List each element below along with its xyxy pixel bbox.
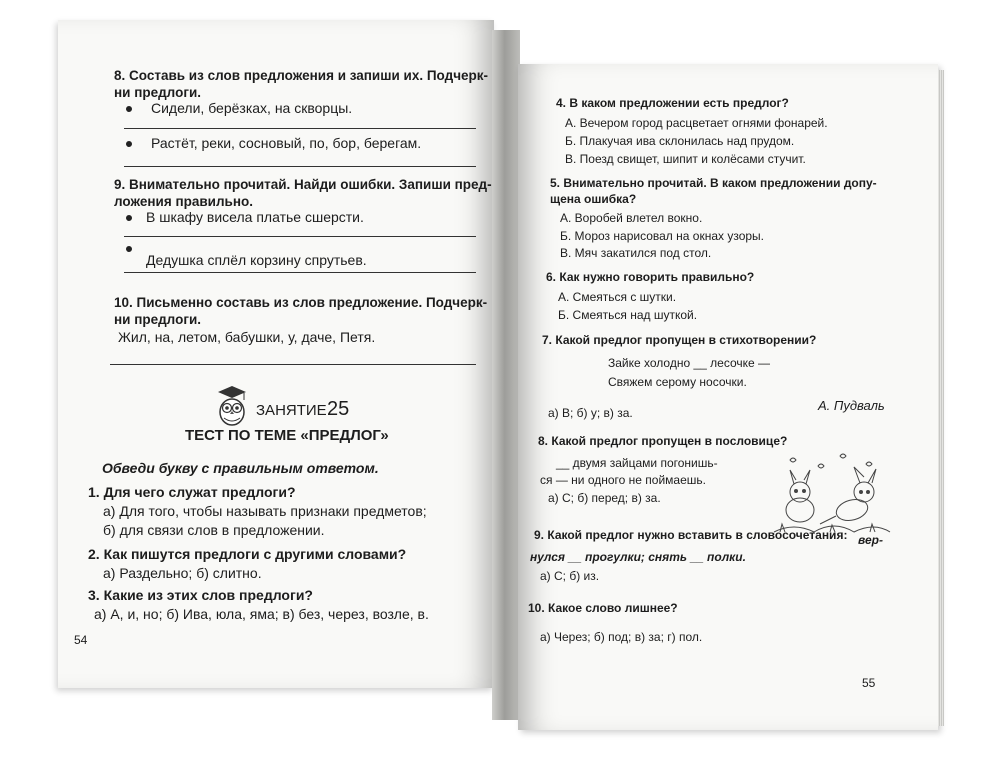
task-10-words: Жил, на, летом, бабушки, у, даче, Петя. — [118, 329, 376, 345]
page-number-right: 55 — [862, 676, 876, 690]
test-q8: 8. Какой предлог пропущен в пословице? — [538, 434, 788, 448]
task-9-item-1: В шкафу висела платье сшерсти. — [146, 209, 364, 225]
bullet — [126, 141, 132, 147]
task-8-title-cont: ни предлоги. — [114, 85, 201, 100]
test-q1: 1. Для чего служат предлоги? — [88, 484, 296, 500]
test-q3: 3. Какие из этих слов предлоги? — [88, 587, 313, 603]
test-q6-option-b: Б. Смеяться над шуткой. — [558, 308, 698, 322]
test-q1-option-b: б) для связи слов в предложении. — [103, 522, 325, 538]
poem-line-2: Свяжем серому носочки. — [608, 375, 747, 389]
test-q4-option-a: А. Вечером город расцветает огнями фонарей. — [565, 116, 828, 130]
test-q10: 10. Какое слово лишнее? — [528, 601, 678, 615]
test-q9-tail: вер- — [858, 533, 883, 547]
task-9-title-cont: ложения правильно. — [114, 194, 253, 209]
bullet — [126, 106, 132, 112]
test-q5: 5. Внимательно прочитай. В каком предложении допу- — [550, 176, 877, 190]
poem-author: А. Пудваль — [818, 398, 885, 413]
test-q5-option-c: В. Мяч закатился под стол. — [560, 246, 712, 260]
task-8-title: 8. Составь из слов предложения и запиши их. Подчерк- — [114, 68, 489, 83]
test-q7: 7. Какой предлог пропущен в стихотворении? — [542, 333, 817, 347]
test-q3-options: а) А, и, но; б) Ива, юла, яма; в) без, через, возле, в. — [94, 606, 429, 622]
test-q4-option-b: Б. Плакучая ива склонилась над прудом. — [565, 134, 795, 148]
test-instruction: Обведи букву с правильным ответом. — [102, 460, 379, 476]
task-10-title-cont: ни предлоги. — [114, 312, 201, 327]
book-spine — [492, 30, 520, 720]
test-title: ТЕСТ ПО ТЕМЕ «ПРЕДЛОГ» — [185, 427, 389, 444]
test-q9-phrases: нулся __ прогулки; снять __ полки. — [530, 550, 746, 564]
answer-line — [124, 272, 476, 273]
test-q7-options: а) В; б) у; в) за. — [548, 406, 633, 420]
lesson-label: ЗАНЯТИЕ — [256, 402, 327, 419]
answer-line — [124, 166, 476, 167]
test-q4-option-c: В. Поезд свищет, шипит и колёсами стучит. — [565, 152, 806, 166]
answer-line — [124, 236, 476, 237]
test-q4: 4. В каком предложении есть предлог? — [556, 96, 789, 110]
page-edges — [938, 70, 944, 726]
bullet — [126, 215, 132, 221]
test-q9-options: а) С; б) из. — [540, 569, 600, 583]
test-q10-options: а) Через; б) под; в) за; г) пол. — [540, 630, 703, 644]
proverb-line-2: ся — ни одного не поймаешь. — [540, 473, 706, 487]
test-q5-cont: щена ошибка? — [550, 192, 637, 206]
proverb-line-1: __ двумя зайцами погонишь- — [556, 456, 718, 470]
test-q6: 6. Как нужно говорить правильно? — [546, 270, 755, 284]
test-q5-option-b: Б. Мороз нарисовал на окнах узоры. — [560, 229, 764, 243]
task-8-item-1: Сидели, берёзках, на скворцы. — [151, 100, 353, 116]
lesson-number: 25 — [327, 398, 350, 420]
test-q5-option-a: А. Воробей влетел вокно. — [560, 211, 703, 225]
test-q8-options: а) С; б) перед; в) за. — [548, 491, 661, 505]
bunnies-illustration — [770, 452, 894, 540]
test-q9: 9. Какой предлог нужно вставить в словосочетания: — [534, 528, 848, 542]
test-q6-option-a: А. Смеяться с шутки. — [558, 290, 677, 304]
page-number-left: 54 — [74, 633, 88, 647]
poem-line-1: Зайке холодно __ лесочке — — [608, 356, 771, 370]
task-10-title: 10. Письменно составь из слов предложение. Подчерк- — [114, 295, 488, 310]
bullet — [126, 246, 132, 252]
test-q2-options: а) Раздельно; б) слитно. — [103, 565, 262, 581]
test-q1-option-a: а) Для того, чтобы называть признаки предметов; — [103, 503, 427, 519]
answer-line — [110, 364, 476, 365]
task-9-title: 9. Внимательно прочитай. Найди ошибки. Запиши пред- — [114, 177, 492, 192]
task-9-item-2: Дедушка сплёл корзину спрутьев. — [146, 252, 367, 268]
task-8-item-2: Растёт, реки, сосновый, по, бор, берегам. — [151, 135, 422, 151]
test-q2: 2. Как пишутся предлоги с другими словами? — [88, 546, 407, 562]
answer-line — [124, 128, 476, 129]
owl-graduate-icon — [214, 384, 250, 428]
